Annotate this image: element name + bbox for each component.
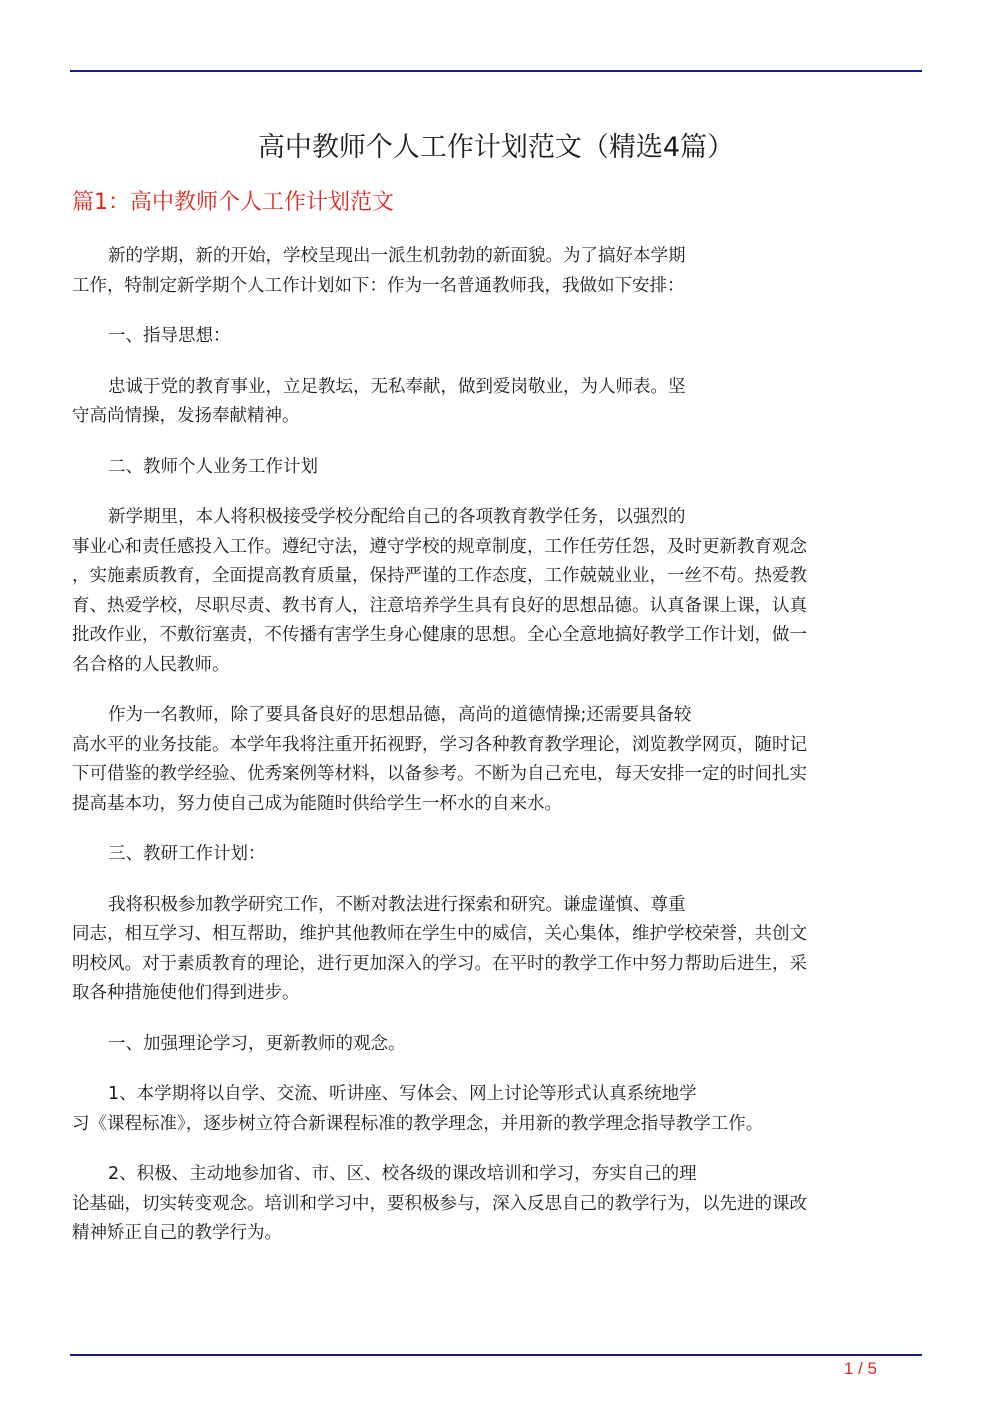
paragraph-line: 二、教师个人业务工作计划 <box>108 456 318 477</box>
paragraph-line: 一、指导思想： <box>108 326 231 346</box>
paragraph-line: 三、教研工作计划： <box>108 844 266 864</box>
paragraph-line: 事业心和责任感投入工作。遵纪守法，遵守学校的规章制度，工作任劳任怨，及时更新教育观念 <box>72 536 807 557</box>
document-body <box>72 242 914 1270</box>
paragraph-line: 工作，特制定新学期个人工作计划如下：作为一名普通教师我，我做如下安排： <box>72 275 685 296</box>
paragraph <box>72 242 914 301</box>
paragraph-line: 高水平的业务技能。本学年我将注重开拓视野，学习各种教育教学理论，浏览教学网页，随时记 <box>72 734 807 755</box>
footer-rule <box>70 1354 922 1356</box>
paragraph-line: 作为一名教师，除了要具备良好的思想品德，高尚的道德情操;还需要具备较 <box>108 705 692 725</box>
paragraph <box>72 840 914 870</box>
paragraph <box>72 503 914 680</box>
paragraph <box>72 373 914 432</box>
paragraph-line: 论基础，切实转变观念。培训和学习中，要积极参与，深入反思自己的教学行为，以先进的课改 <box>72 1193 807 1214</box>
paragraph-line: 我将积极参加教学研究工作，不断对教法进行探索和研究。谦虚谨慎、尊重 <box>108 894 686 915</box>
paragraph-line: 明校风。对于素质教育的理论，进行更加深入的学习。在平时的教学工作中努力帮助后进生，采 <box>72 953 807 974</box>
paragraph-line: 提高基本功，努力使自己成为能随时供给学生一杯水的自来水。 <box>72 793 562 814</box>
paragraph-line: 2、积极、主动地参加省、市、区、校各级的课改培训和学习，夯实自己的理 <box>108 1164 697 1184</box>
paragraph-line: 育、热爱学校，尽职尽责、教书育人，注意培养学生具有良好的思想品德。认真备课上课，认真 <box>72 595 807 616</box>
paragraph <box>72 1030 914 1060</box>
paragraph-line: 批改作业，不敷衍塞责，不传播有害学生身心健康的思想。全心全意地搞好教学工作计划，做一 <box>72 625 807 645</box>
paragraph-line: 忠诚于党的教育事业，立足教坛，无私奉献，做到爱岗敬业，为人师表。坚 <box>108 376 686 397</box>
document-title: 高中教师个人工作计划范文（精选4篇） <box>257 132 735 163</box>
paragraph-line: 取各种措施使他们得到进步。 <box>72 983 300 1003</box>
paragraph-line: 新的学期，新的开始，学校呈现出一派生机勃勃的新面貌。为了搞好本学期 <box>108 246 686 266</box>
paragraph <box>72 1080 914 1139</box>
paragraph-line: 1、本学期将以自学、交流、听讲座、写体会、网上讨论等形式认真系统地学 <box>108 1084 697 1104</box>
paragraph <box>72 322 914 352</box>
section-heading: 篇1：高中教师个人工作计划范文 <box>72 190 394 215</box>
paragraph <box>72 1160 914 1249</box>
paragraph-line: 精神矫正自己的教学行为。 <box>72 1223 282 1243</box>
paragraph-line: 习《课程标准》，逐步树立符合新课程标准的教学理念，并用新的教学理念指导教学工作。 <box>72 1113 764 1134</box>
paragraph-line: 一、加强理论学习，更新教师的观念。 <box>108 1033 406 1054</box>
page-number: 1 / 5 <box>843 1359 877 1378</box>
paragraph-line: 下可借鉴的教学经验、优秀案例等材料，以备参考。不断为自己充电，每天安排一定的时间扎实 <box>72 764 807 784</box>
header-rule <box>70 70 922 72</box>
paragraph-line: 名合格的人民教师。 <box>72 654 230 675</box>
paragraph <box>72 453 914 483</box>
paragraph-line: ，实施素质教育，全面提高教育质量，保持严谨的工作态度，工作兢兢业业，一丝不苟。热爱教 <box>72 566 807 586</box>
paragraph <box>72 701 914 819</box>
paragraph <box>72 891 914 1009</box>
paragraph-line: 同志，相互学习、相互帮助，维护其他教师在学生中的威信，关心集体，维护学校荣誉，共创文 <box>72 924 807 944</box>
paragraph-line: 新学期里，本人将积极接受学校分配给自己的各项教育教学任务，以强烈的 <box>108 507 686 527</box>
paragraph-line: 守高尚情操，发扬奉献精神。 <box>72 406 300 426</box>
